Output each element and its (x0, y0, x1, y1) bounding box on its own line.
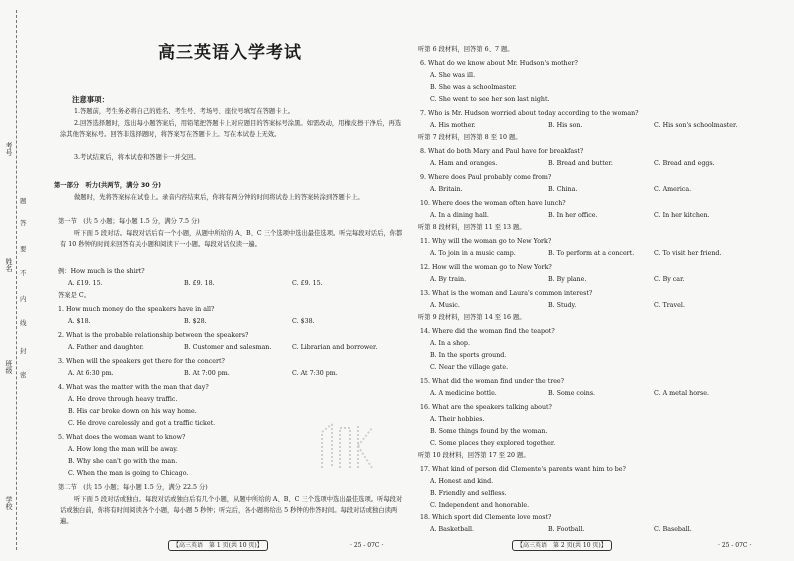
option: A. Music. (430, 302, 460, 309)
option: C. Librarian and borrower. (292, 344, 378, 351)
part1-instructions: 做题时，先将答案标在试卷上。录音内容结束后，你将有两分钟的时间将试卷上的答案转涂到答题卡上。 (74, 194, 364, 201)
option: A. She was ill. (430, 72, 476, 79)
question: 3. When will the speakers get there for the concert? (58, 358, 225, 365)
notice-item: 2.回答选择题时，选出每小题答案后，用铅笔把答题卡上对应题目的答案标号涂黑。如需改动，用橡皮擦干净后，再选涂其他答案标号。回答非选择题时，将答案写在答题卡上。写在本试卷上无效。 (60, 120, 402, 139)
option: B. $28. (184, 318, 207, 325)
seal-line (16, 10, 17, 550)
option: B. Football. (548, 526, 585, 533)
exam-title: 高三英语入学考试 (158, 43, 302, 63)
option: C. America. (654, 186, 692, 193)
part1-heading: 第一部分 听力(共两节，满分 30 分) (54, 182, 162, 189)
option: B. Some coins. (548, 390, 596, 397)
page-footer (512, 540, 612, 551)
option: B. Some things found by the woman. (430, 428, 548, 435)
option: B. At 7:00 pm. (184, 370, 230, 377)
option: B. Customer and salesman. (184, 344, 272, 351)
option: C. Some places they explored together. (430, 440, 556, 447)
question: 17. What kind of person did Clemente's parents want him to be? (420, 466, 626, 473)
material-heading: 听第 8 段材料，回答第 11 至 13 题。 (418, 224, 526, 231)
option: C. $38. (292, 318, 315, 325)
binding-strip (0, 0, 36, 561)
paper-code: · 25 - 07C · (350, 541, 384, 549)
option: A. Basketball. (430, 526, 475, 533)
section1-heading: 第一节 (共 5 小题；每小题 1.5 分，满分 7.5 分) (58, 218, 200, 225)
question: 5. What does the woman want to know? (58, 434, 186, 441)
seal-word: 密 (20, 371, 27, 379)
option: C. Travel. (654, 302, 685, 309)
option: A. In a shop. (430, 340, 470, 347)
seal-word: 封 (20, 347, 27, 355)
material-heading: 听第 7 段材料，回答第 8 至 10 题。 (418, 134, 522, 141)
option: A. How long the man will be away. (68, 446, 179, 453)
example-option: B. £9. 18. (184, 280, 215, 287)
question: 10. Where does the woman often have lunch? (420, 200, 566, 207)
banji-label: 班级 (5, 360, 13, 374)
question: 15. What did the woman find under the tree? (420, 378, 565, 385)
question: 6. What do we know about Mr. Hudson's mother? (420, 60, 578, 67)
question: 18. Which sport did Clemente love most? (420, 514, 552, 521)
option: B. In the sports ground. (430, 352, 507, 359)
option: A. Father and daughter. (68, 344, 144, 351)
notice-item: 1.答题前，考生务必将自己的姓名、考生号、考场号、座位号填写在答题卡上。 (74, 108, 295, 115)
question: 11. Why will the woman go to New York? (420, 238, 552, 245)
example-option: A. £19. 15. (68, 280, 103, 287)
example-option: C. £9. 15. (292, 280, 323, 287)
question: 9. Where does Paul probably come from? (420, 174, 552, 181)
seal-word: 答 (20, 219, 27, 227)
question: 8. What do both Mary and Paul have for breakfast? (420, 148, 584, 155)
example-answer: 答案是 C。 (58, 292, 91, 299)
question: 16. What are the speakers talking about? (420, 404, 552, 411)
option: A. Honest and kind. (430, 478, 494, 485)
option: A. To join in a music camp. (430, 250, 516, 257)
kaohao-label: 考号 (5, 142, 13, 156)
option: A. At 6:30 pm. (68, 370, 114, 377)
option: B. In her office. (548, 212, 598, 219)
option: A. $18. (68, 318, 91, 325)
option: C. When the man is going to Chicago. (68, 470, 189, 477)
option: A. Britain. (430, 186, 463, 193)
option: A. A medicine bottle. (430, 390, 497, 397)
section2-heading: 第二节 (共 15 小题；每小题 1.5 分，满分 22.5 分) (58, 484, 208, 491)
seal-word: 内 (20, 295, 27, 303)
option: C. His son's schoolmaster. (654, 122, 738, 129)
option: A. By train. (430, 276, 467, 283)
question: 12. How will the woman go to New York? (420, 264, 552, 271)
page-number: 【高三英语 第 2 页(共 10 页)】 (512, 540, 612, 551)
option: B. Study. (548, 302, 577, 309)
left-column (54, 0, 406, 561)
page-number: 【高三英语 第 1 页(共 10 页)】 (168, 540, 268, 551)
option: C. She went to see her son last night. (430, 96, 550, 103)
xingming-label: 姓名 (5, 258, 13, 272)
material-heading: 听第 6 段材料，回答第 6、7 题。 (418, 46, 514, 53)
seal-word: 不 (20, 269, 27, 277)
question: 2. What is the probable relationship between the speakers? (58, 332, 249, 339)
notice-item: 3.考试结束后，将本试卷和答题卡一并交回。 (74, 154, 200, 161)
option: B. To perform at a concert. (548, 250, 635, 257)
question: 7. Who is Mr. Hudson worried about today according to the woman? (420, 110, 639, 117)
question: 14. Where did the woman find the teapot? (420, 328, 555, 335)
option: C. Near the village gate. (430, 364, 509, 371)
option: C. Independent and honorable. (430, 502, 530, 509)
seal-word: 线 (20, 319, 27, 327)
question: 4. What was the matter with the man that day? (58, 384, 209, 391)
option: B. Bread and butter. (548, 160, 613, 167)
option: C. In her kitchen. (654, 212, 710, 219)
paper-code: · 25 - 07C · (718, 541, 752, 549)
section1-instructions: 听下面 5 段对话。每段对话后有一个小题，从题中所给的 A、B、C 三个选项中选出最佳选项。听完每段对话后，你都有 10 秒钟的时间来回答有关小题和阅读下一小题。每段对话仅读一遍。 (60, 230, 403, 249)
option: C. He drove carelessly and got a traffic ticket. (68, 420, 216, 427)
option: B. His son. (548, 122, 583, 129)
question: 13. What is the woman and Laura's common interest? (420, 290, 593, 297)
option: C. A metal horse. (654, 390, 709, 397)
option: B. His car broke down on his way home. (68, 408, 197, 415)
option: B. By plane. (548, 276, 587, 283)
right-column (418, 0, 786, 561)
example-question: 例：How much is the shirt? (58, 268, 145, 275)
option: C. At 7:30 pm. (292, 370, 338, 377)
option: B. She was a schoolmaster. (430, 84, 517, 91)
section2-instructions: 听下面 5 段对话或独白。每段对话或独白后有几个小题，从题中所给的 A、B、C 三个选项中选出最佳选项。听每段对话或独白前，你将有时间阅读各个小题，每小题 5 秒钟；听完后，各小题将给出 5 秒钟的作答时间。每段对话或独白读两遍。 (60, 496, 403, 526)
option: B. Why she can't go with the man. (68, 458, 178, 465)
option: C. To visit her friend. (654, 250, 722, 257)
page-footer (168, 540, 268, 551)
option: B. China. (548, 186, 578, 193)
option: A. Ham and oranges. (430, 160, 498, 167)
xuexiao-label: 学校 (5, 496, 13, 510)
watermark-icon (316, 418, 378, 474)
option: B. Friendly and selfless. (430, 490, 507, 497)
option: C. Baseball. (654, 526, 692, 533)
option: A. Their hobbies. (430, 416, 485, 423)
option: C. By car. (654, 276, 685, 283)
seal-word: 题 (20, 197, 27, 205)
seal-word: 要 (20, 245, 27, 253)
option: A. His mother. (430, 122, 476, 129)
question: 1. How much money do the speakers have in all? (58, 306, 215, 313)
notice-heading: 注意事项： (72, 95, 109, 104)
option: A. He drove through heavy traffic. (68, 396, 178, 403)
material-heading: 听第 10 段材料，回答第 17 至 20 题。 (418, 452, 530, 459)
option: C. Bread and eggs. (654, 160, 715, 167)
material-heading: 听第 9 段材料，回答第 14 至 16 题。 (418, 314, 526, 321)
option: A. In a dining hall. (430, 212, 489, 219)
